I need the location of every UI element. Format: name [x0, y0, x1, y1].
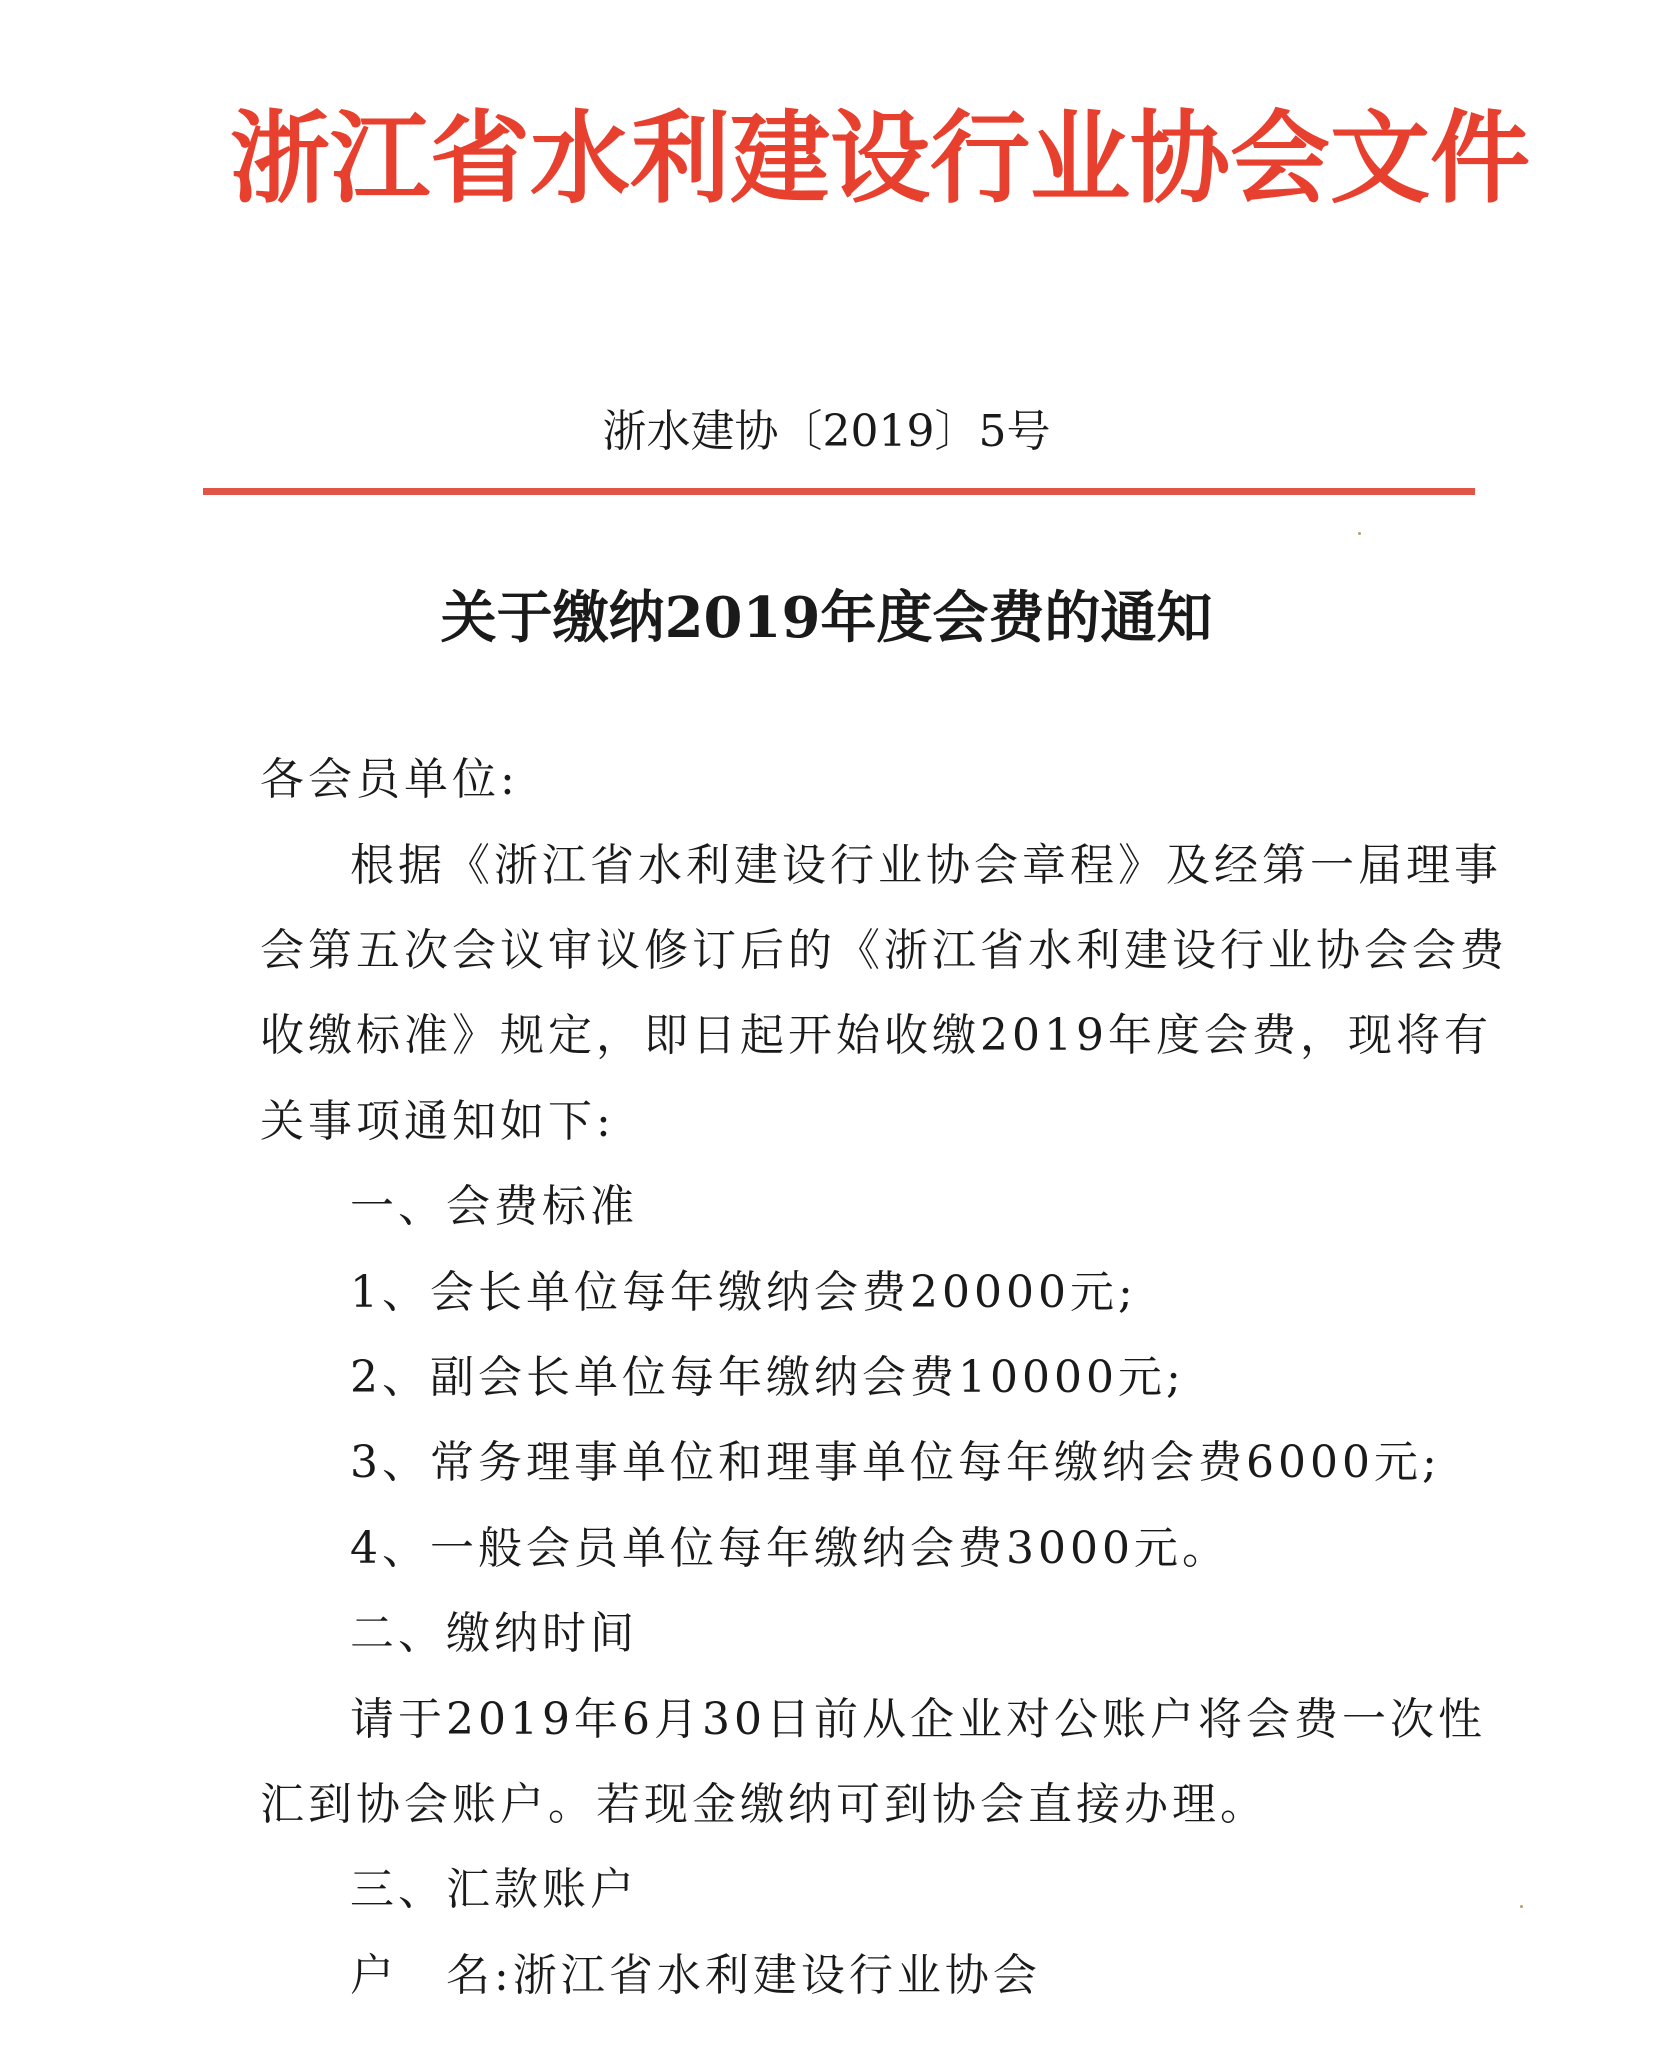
fee-item: 3、常务理事单位和理事单位每年缴纳会费6000元;: [350, 1437, 1441, 1488]
scan-speck: [1358, 532, 1361, 535]
account-name-value: 浙江省水利建设行业协会: [512, 1950, 1041, 2001]
section-heading: 二、缴纳时间: [350, 1608, 638, 1659]
fee-item: 1、会长单位每年缴纳会费20000元;: [350, 1267, 1137, 1318]
section-heading: 一、会费标准: [350, 1181, 638, 1232]
payment-line: 请于2019年6月30日前从企业对公账户将会费一次性: [350, 1694, 1486, 1745]
intro-line: 会第五次会议审议修订后的《浙江省水利建设行业协会会费: [260, 925, 1508, 976]
payment-line: 汇到协会账户。若现金缴纳可到协会直接办理。: [260, 1779, 1268, 1830]
section-heading: 三、汇款账户: [350, 1864, 638, 1915]
fee-item: 2、副会长单位每年缴纳会费10000元;: [350, 1352, 1185, 1403]
intro-line: 收缴标准》规定，即日起开始收缴2019年度会费，现将有: [260, 1010, 1492, 1061]
account-name-label: 户 名:: [350, 1950, 513, 2001]
fee-item: 4、一般会员单位每年缴纳会费3000元。: [350, 1523, 1230, 1574]
intro-line: 关事项通知如下:: [260, 1096, 615, 1147]
salutation: 各会员单位:: [260, 754, 519, 805]
red-divider-line: [203, 488, 1475, 495]
scan-speck: [1520, 1905, 1523, 1908]
notice-title: 关于缴纳2019年度会费的通知: [440, 585, 1213, 651]
account-name-row: [350, 1950, 1520, 2001]
intro-line: 根据《浙江省水利建设行业协会章程》及经第一届理事: [350, 840, 1502, 891]
org-header-title: 浙江省水利建设行业协会文件: [230, 99, 1530, 217]
document-number: 浙水建协〔2019〕5号: [602, 406, 1051, 457]
